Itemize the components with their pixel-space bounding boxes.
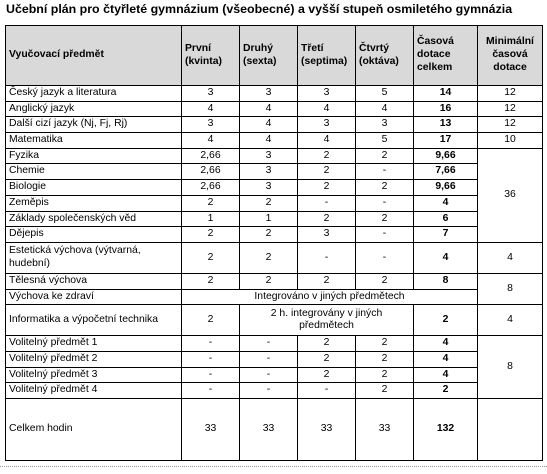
- year-4-cell: -: [356, 164, 414, 180]
- subject-cell: Informatika a výpočetní technika: [6, 305, 182, 336]
- year-1-cell: 1: [182, 211, 240, 227]
- table-row: [6, 164, 543, 180]
- header-year-2: Druhý (sexta): [240, 26, 298, 86]
- total-cell: 7,66: [414, 164, 478, 180]
- year-1-cell: 4: [182, 133, 240, 149]
- year-2-cell: -: [240, 383, 298, 399]
- subject-cell: Další cizí jazyk (Nj, Fj, Rj): [6, 117, 182, 133]
- year-1-cell: -: [182, 336, 240, 352]
- year-4-cell: 2: [356, 211, 414, 227]
- year-3-cell: 3: [298, 86, 356, 102]
- min-cell: 4: [478, 242, 543, 273]
- year-1-cell: 33: [182, 399, 240, 461]
- min-cell: 12: [478, 86, 543, 102]
- year-1-cell: 2: [182, 242, 240, 273]
- year-4-cell: 5: [356, 86, 414, 102]
- total-cell: 132: [414, 399, 478, 461]
- year-1-cell: 2: [182, 227, 240, 243]
- year-3-cell: 2: [298, 180, 356, 196]
- total-cell: 14: [414, 86, 478, 102]
- year-3-cell: 2: [298, 211, 356, 227]
- year-1-cell: 2: [182, 305, 240, 336]
- table-row: [6, 305, 543, 336]
- header-total: Časová dotace celkem: [414, 26, 478, 86]
- year-4-cell: 5: [356, 133, 414, 149]
- header-year-1: První (kvinta): [182, 26, 240, 86]
- year-1-cell: 2,66: [182, 164, 240, 180]
- year-4-cell: 2: [356, 336, 414, 352]
- year-2-cell: 2: [240, 273, 298, 289]
- total-cell: 2: [414, 383, 478, 399]
- total-cell: 6: [414, 211, 478, 227]
- year-4-cell: 4: [356, 101, 414, 117]
- table-row: [6, 383, 543, 399]
- total-cell: 13: [414, 117, 478, 133]
- subject-cell: Volitelný předmět 2: [6, 351, 182, 367]
- table-row: [6, 351, 543, 367]
- year-3-cell: 3: [298, 117, 356, 133]
- table-row: [6, 367, 543, 383]
- table-row: [6, 242, 543, 273]
- header-subject: Vyučovací předmět: [6, 26, 182, 86]
- year-1-cell: -: [182, 383, 240, 399]
- merged-note-cell: 2 h. integrovány v jiných předmětech: [240, 305, 414, 336]
- year-2-cell: 2: [240, 227, 298, 243]
- table-row: [6, 86, 543, 102]
- total-cell: 8: [414, 273, 478, 289]
- header-min: Minimální časová dotace: [478, 26, 543, 86]
- year-3-cell: -: [298, 242, 356, 273]
- table-row: [6, 101, 543, 117]
- year-4-cell: 2: [356, 383, 414, 399]
- min-cell: 4: [478, 305, 543, 336]
- year-4-cell: 2: [356, 273, 414, 289]
- total-cell: 9,66: [414, 148, 478, 164]
- year-4-cell: -: [356, 242, 414, 273]
- year-2-cell: -: [240, 336, 298, 352]
- table-row-total: [6, 399, 543, 461]
- year-4-cell: 33: [356, 399, 414, 461]
- year-2-cell: -: [240, 367, 298, 383]
- subject-cell: Fyzika: [6, 148, 182, 164]
- min-cell: 12: [478, 101, 543, 117]
- year-2-cell: 33: [240, 399, 298, 461]
- year-1-cell: -: [182, 351, 240, 367]
- year-1-cell: 2: [182, 273, 240, 289]
- subject-cell: Výchova ke zdraví: [6, 289, 182, 305]
- curriculum-table: [5, 25, 543, 461]
- subject-cell: Anglický jazyk: [6, 101, 182, 117]
- total-cell: 4: [414, 242, 478, 273]
- year-3-cell: 2: [298, 164, 356, 180]
- page-title: Učební plán pro čtyřleté gymnázium (všeobecné) a vyšší stupeň osmiletého gymnázia: [6, 2, 513, 16]
- table-row: [6, 180, 543, 196]
- subject-cell: Tělesná výchova: [6, 273, 182, 289]
- year-4-cell: 2: [356, 351, 414, 367]
- total-cell: 4: [414, 367, 478, 383]
- year-3-cell: 33: [298, 399, 356, 461]
- year-3-cell: 2: [298, 367, 356, 383]
- min-group-sciences: 36: [478, 148, 543, 242]
- min-cell: 12: [478, 117, 543, 133]
- year-4-cell: -: [356, 227, 414, 243]
- year-2-cell: -: [240, 351, 298, 367]
- table-row: [6, 117, 543, 133]
- header-year-4: Čtvrtý (oktáva): [356, 26, 414, 86]
- table-row: [6, 195, 543, 211]
- subject-cell: Zeměpis: [6, 195, 182, 211]
- year-3-cell: 2: [298, 148, 356, 164]
- min-cell: 10: [478, 133, 543, 149]
- subject-cell: Volitelný předmět 1: [6, 336, 182, 352]
- year-1-cell: 2,66: [182, 148, 240, 164]
- table-row: [6, 133, 543, 149]
- year-1-cell: 2,66: [182, 180, 240, 196]
- page-bottom-divider: [0, 466, 547, 468]
- year-1-cell: 3: [182, 117, 240, 133]
- table-row: [6, 227, 543, 243]
- year-4-cell: -: [356, 195, 414, 211]
- year-2-cell: 1: [240, 211, 298, 227]
- year-3-cell: -: [298, 195, 356, 211]
- year-4-cell: 2: [356, 148, 414, 164]
- min-group-electives: 8: [478, 336, 543, 399]
- year-1-cell: 3: [182, 86, 240, 102]
- year-3-cell: 4: [298, 101, 356, 117]
- subject-cell: Matematika: [6, 133, 182, 149]
- table-row: [6, 336, 543, 352]
- year-2-cell: 3: [240, 148, 298, 164]
- total-cell: 7: [414, 227, 478, 243]
- subject-cell: Volitelný předmět 4: [6, 383, 182, 399]
- subject-cell: Chemie: [6, 164, 182, 180]
- subject-cell: Základy společenských věd: [6, 211, 182, 227]
- subject-cell: Volitelný předmět 3: [6, 367, 182, 383]
- year-2-cell: 4: [240, 117, 298, 133]
- subject-cell: Celkem hodin: [6, 399, 182, 461]
- year-1-cell: 4: [182, 101, 240, 117]
- subject-cell: Estetická výchova (výtvarná, hudební): [6, 242, 182, 273]
- year-3-cell: 2: [298, 336, 356, 352]
- year-3-cell: 4: [298, 133, 356, 149]
- min-group-pe-health: 8: [478, 273, 543, 304]
- total-cell: 17: [414, 133, 478, 149]
- table-row: [6, 148, 543, 164]
- year-1-cell: 2: [182, 195, 240, 211]
- year-2-cell: 2: [240, 195, 298, 211]
- table-row: [6, 273, 543, 289]
- year-2-cell: 3: [240, 180, 298, 196]
- total-cell: 9,66: [414, 180, 478, 196]
- subject-cell: Biologie: [6, 180, 182, 196]
- merged-note-cell: Integrováno v jiných předmětech: [182, 289, 478, 305]
- year-4-cell: 2: [356, 180, 414, 196]
- year-2-cell: 2: [240, 242, 298, 273]
- header-year-3: Třetí (septima): [298, 26, 356, 86]
- total-cell: 4: [414, 351, 478, 367]
- total-cell: 2: [414, 305, 478, 336]
- subject-cell: Dějepis: [6, 227, 182, 243]
- year-4-cell: 2: [356, 367, 414, 383]
- year-3-cell: 2: [298, 351, 356, 367]
- total-cell: 16: [414, 101, 478, 117]
- year-2-cell: 4: [240, 133, 298, 149]
- year-1-cell: -: [182, 367, 240, 383]
- year-3-cell: 2: [298, 273, 356, 289]
- table-row: [6, 211, 543, 227]
- min-cell: [478, 399, 543, 461]
- year-2-cell: 4: [240, 101, 298, 117]
- subject-cell: Český jazyk a literatura: [6, 86, 182, 102]
- year-3-cell: -: [298, 383, 356, 399]
- table-row: [6, 289, 543, 305]
- year-4-cell: 3: [356, 117, 414, 133]
- year-2-cell: 3: [240, 86, 298, 102]
- year-3-cell: 3: [298, 227, 356, 243]
- total-cell: 4: [414, 336, 478, 352]
- total-cell: 4: [414, 195, 478, 211]
- header-row: [6, 26, 543, 86]
- year-2-cell: 3: [240, 164, 298, 180]
